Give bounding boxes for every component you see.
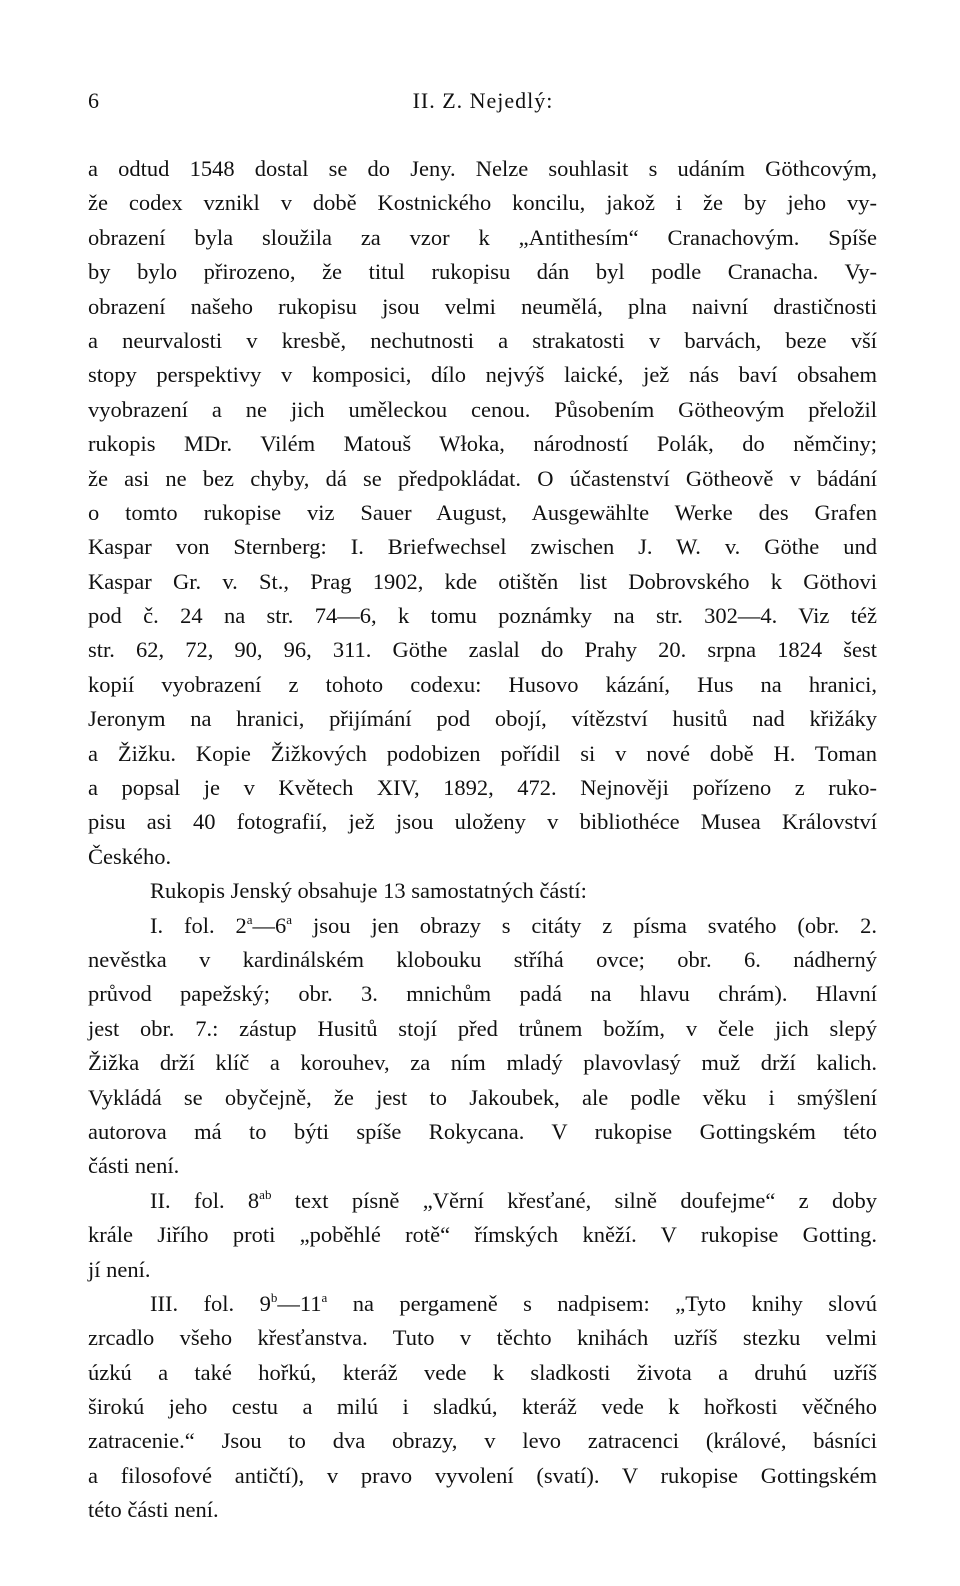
text-line: a neurvalosti v kresbě, nechutnosti a strakatosti v barvách, beze vší — [88, 327, 877, 353]
page-header — [88, 88, 878, 120]
text-run: II. fol. 8 — [150, 1187, 260, 1213]
text-line: autorova má to býti spíše Rokycana. V rukopise Gottingském této — [88, 1118, 877, 1144]
text-line: této části není. — [88, 1497, 219, 1523]
text-run: I. fol. 2 — [150, 912, 247, 938]
text-line: Žižka drží klíč a korouhev, za ním mladý plavovlasý muž drží kalich. — [88, 1050, 877, 1076]
text-line: krále Jiřího proti „poběhlé rotě“ římských kněží. V rukopise Gotting. — [88, 1222, 877, 1248]
text-run: —6 — [252, 912, 287, 938]
folio-superscript: b — [270, 1289, 278, 1305]
text-line: zrcadlo všeho křesťanstva. Tuto v těchto knihách uzříš stezku velmi — [88, 1325, 877, 1351]
text-line: obrazení byla sloužila za vzor k „Antithesím“ Cranachovým. Spíše — [88, 224, 877, 250]
text-line: širokú jeho cestu a milú i sladkú, kteráž vede k hořkosti věčného — [88, 1394, 877, 1420]
page-number: 6 — [88, 88, 99, 113]
text-line: části není. — [88, 1153, 180, 1179]
folio-superscript: a — [246, 911, 253, 927]
text-line: obrazení našeho rukopisu jsou velmi neumělá, plna naivní drastičnosti — [88, 293, 877, 319]
text-line: Jeronym na hranici, přijímání pod obojí, vítězství husitů nad křižáky — [88, 706, 877, 732]
text-run: III. fol. 9 — [150, 1290, 271, 1316]
paragraph — [88, 1287, 877, 1528]
text-line: a odtud 1548 dostal se do Jeny. Nelze souhlasit s udáním Göthcovým, — [88, 156, 877, 181]
text-line: Rukopis Jenský obsahuje 13 samostatných částí: — [150, 878, 587, 904]
folio-superscript: a — [286, 911, 293, 927]
text-line: jí není. — [88, 1256, 151, 1282]
text-line: a Žižku. Kopie Žižkových podobizen pořídil si v nové době H. Toman — [88, 740, 877, 766]
body-text — [88, 152, 877, 1528]
text-line: úzkú a také hořkú, kteráž vede k sladkosti života a druhú uzříš — [88, 1359, 877, 1385]
text-line: vyobrazení a ne jich uměleckou cenou. Působením Götheovým přeložil — [88, 396, 877, 422]
folio-superscript: ab — [259, 1186, 272, 1202]
text-line: Českého. — [88, 843, 172, 869]
text-line: průvod papežský; obr. 3. mnichům padá na hlavu chrám). Hlavní — [88, 981, 877, 1007]
text-line: rukopis MDr. Vilém Matouš Włoka, národností Polák, do němčiny; — [88, 431, 877, 457]
text-line — [88, 1287, 877, 1321]
text-line: a popsal je v Květech XIV, 1892, 472. Nejnověji pořízeno z ruko- — [88, 775, 877, 801]
text-line: zatracenie.“ Jsou to dva obrazy, v levo zatracenci (králové, básníci — [88, 1428, 877, 1454]
paragraph — [88, 909, 877, 1184]
text-line: že codex vznikl v době Kostnického koncilu, jakož i že by jeho vy- — [88, 190, 877, 216]
folio-superscript: a — [321, 1289, 328, 1305]
text-run: —11 — [277, 1290, 322, 1316]
text-line: str. 62, 72, 90, 96, 311. Göthe zaslal do Prahy 20. srpna 1824 šest — [88, 637, 877, 663]
text-line: nevěstka v kardinálském klobouku stříhá ovce; obr. 6. nádherný — [88, 946, 877, 972]
text-line: jest obr. 7.: zástup Husitů stojí před trůnem božím, v čele jich slepý — [88, 1015, 877, 1041]
paragraph — [88, 152, 877, 874]
text-line: kopií vyobrazení z tohoto codexu: Husovo kázání, Hus na hranici, — [88, 671, 877, 697]
text-run: na pergameně s nadpisem: „Tyto knihy slovú — [327, 1290, 877, 1316]
text-line: že asi ne bez chyby, dá se předpokládat. O účastenství Götheově v bádání — [88, 465, 877, 491]
text-line: by bylo přirozeno, že titul rukopisu dán byl podle Cranacha. Vy- — [88, 259, 877, 285]
text-run: text písně „Věrní křesťané, silně doufejme“ z doby — [271, 1187, 877, 1213]
paragraph — [88, 1184, 877, 1287]
text-line — [88, 1184, 877, 1218]
running-head: II. Z. Nejedlý: — [412, 88, 554, 113]
text-line: Kaspar Gr. v. St., Prag 1902, kde otištěn list Dobrovského k Göthovi — [88, 568, 877, 594]
text-line: Kaspar von Sternberg: I. Briefwechsel zwischen J. W. v. Göthe und — [88, 534, 877, 560]
text-line: o tomto rukopise viz Sauer August, Ausgewählte Werke des Grafen — [88, 499, 877, 525]
text-line: Vykládá se obyčejně, že jest to Jakoubek, ale podle věku i smýšlení — [88, 1084, 877, 1110]
text-line: stopy perspektivy v komposici, dílo nejvýš laické, jež nás baví obsahem — [88, 362, 877, 388]
text-line: pisu asi 40 fotografií, jež jsou uloženy v bibliothéce Musea Království — [88, 809, 877, 835]
text-line: pod č. 24 na str. 74—6, k tomu poznámky na str. 302—4. Viz též — [88, 603, 877, 629]
text-line: a filosofové antičtí), v pravo vyvolení (svatí). V rukopise Gottingském — [88, 1462, 877, 1488]
text-run: jsou jen obrazy s citáty z písma svatého (obr. 2. — [292, 912, 877, 938]
paragraph — [88, 874, 877, 908]
text-line — [88, 909, 877, 943]
